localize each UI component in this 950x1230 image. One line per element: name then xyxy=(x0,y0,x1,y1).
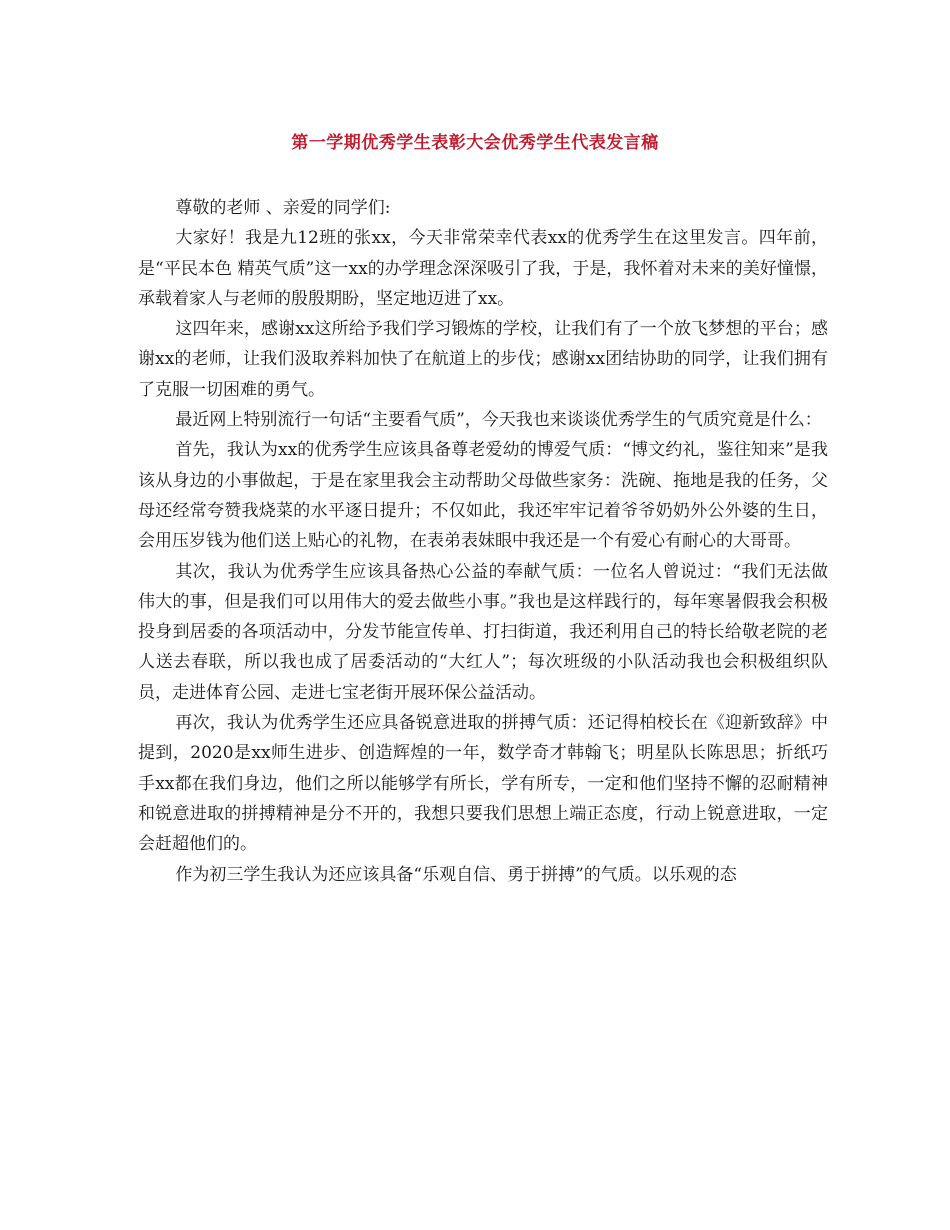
paragraph: 其次，我认为优秀学生应该具备热心公益的奉献气质：一位名人曾说过：“我们无法做伟大的事，但是我们可以用伟大的爱去做些小事。”我也是这样践行的，每年寒暑假我会积极投身到居委的各项活动中，分发节能宣传单、打扫街道，我还利用自己的特长给敬老院的老人送去春联，所以我也成了居委活动的“大红人”；每次班级的小队活动我也会积极组织队员，走进体育公园、走进七宝老街开展环保公益活动。 xyxy=(138,561,828,703)
paragraph: 最近网上特别流行一句话“主要看气质”，今天我也来谈谈优秀学生的气质究竟是什么： xyxy=(175,410,822,431)
paragraph: 首先，我认为xx的优秀学生应该具备尊老爱幼的博爱气质：“博文约礼，鉴往知来”是我 该从身边的小事做起，于是在家里我会主动帮助父母做些家务：洗碗、拖地是我的任务，父母还经常夸赞我烧菜的水平逐日提升；不仅如此，我还牢牢记着爷爷奶奶外公外婆的生日，会用压岁钱为他们送上贴心的礼物，在表弟表妹眼中我还是一个有爱心有耐心的大哥哥。 xyxy=(138,440,828,552)
salutation: 尊敬的老师 、亲爱的同学们: xyxy=(175,198,391,218)
paragraph: 作为初三学生我认为还应该具备“乐观自信、勇于拼搏”的气质。以乐观的态 xyxy=(175,864,737,885)
paragraph: 大家好！我是九12班的张xx，今天非常荣幸代表xx的优秀学生在这里发言。四年前，是“平民本色 精英气质”这一xx的办学理念深深吸引了我，于是，我怀着对未来的美好憧憬，承载着家人与老师的殷殷期盼，坚定地迈进了xx。 xyxy=(138,228,828,309)
document-title: 第一学期优秀学生表彰大会优秀学生代表发言稿 xyxy=(291,133,659,153)
document-body xyxy=(138,193,828,890)
paragraph: 再次，我认为优秀学生还应具备锐意进取的拼搏气质：还记得柏校长在《迎新致辞》中提到，2020是xx师生进步、创造辉煌的一年，数学奇才韩翰飞；明星队长陈思思；折纸巧手xx都在我们身边，他们之所以能够学有所长，学有所专，一定和他们坚持不懈的忍耐精神和锐意进取的拼搏精神是分不开的，我想只要我们思想上端正态度，行动上锐意进取，一定会赶超他们的。 xyxy=(138,713,828,855)
paragraph: 这四年来，感谢xx这所给予我们学习锻炼的学校，让我们有了一个放飞梦想的平台；感谢xx的老师，让我们汲取养料加快了在航道上的步伐；感谢xx团结协助的同学，让我们拥有了克服一切困难的勇气。 xyxy=(138,319,828,400)
